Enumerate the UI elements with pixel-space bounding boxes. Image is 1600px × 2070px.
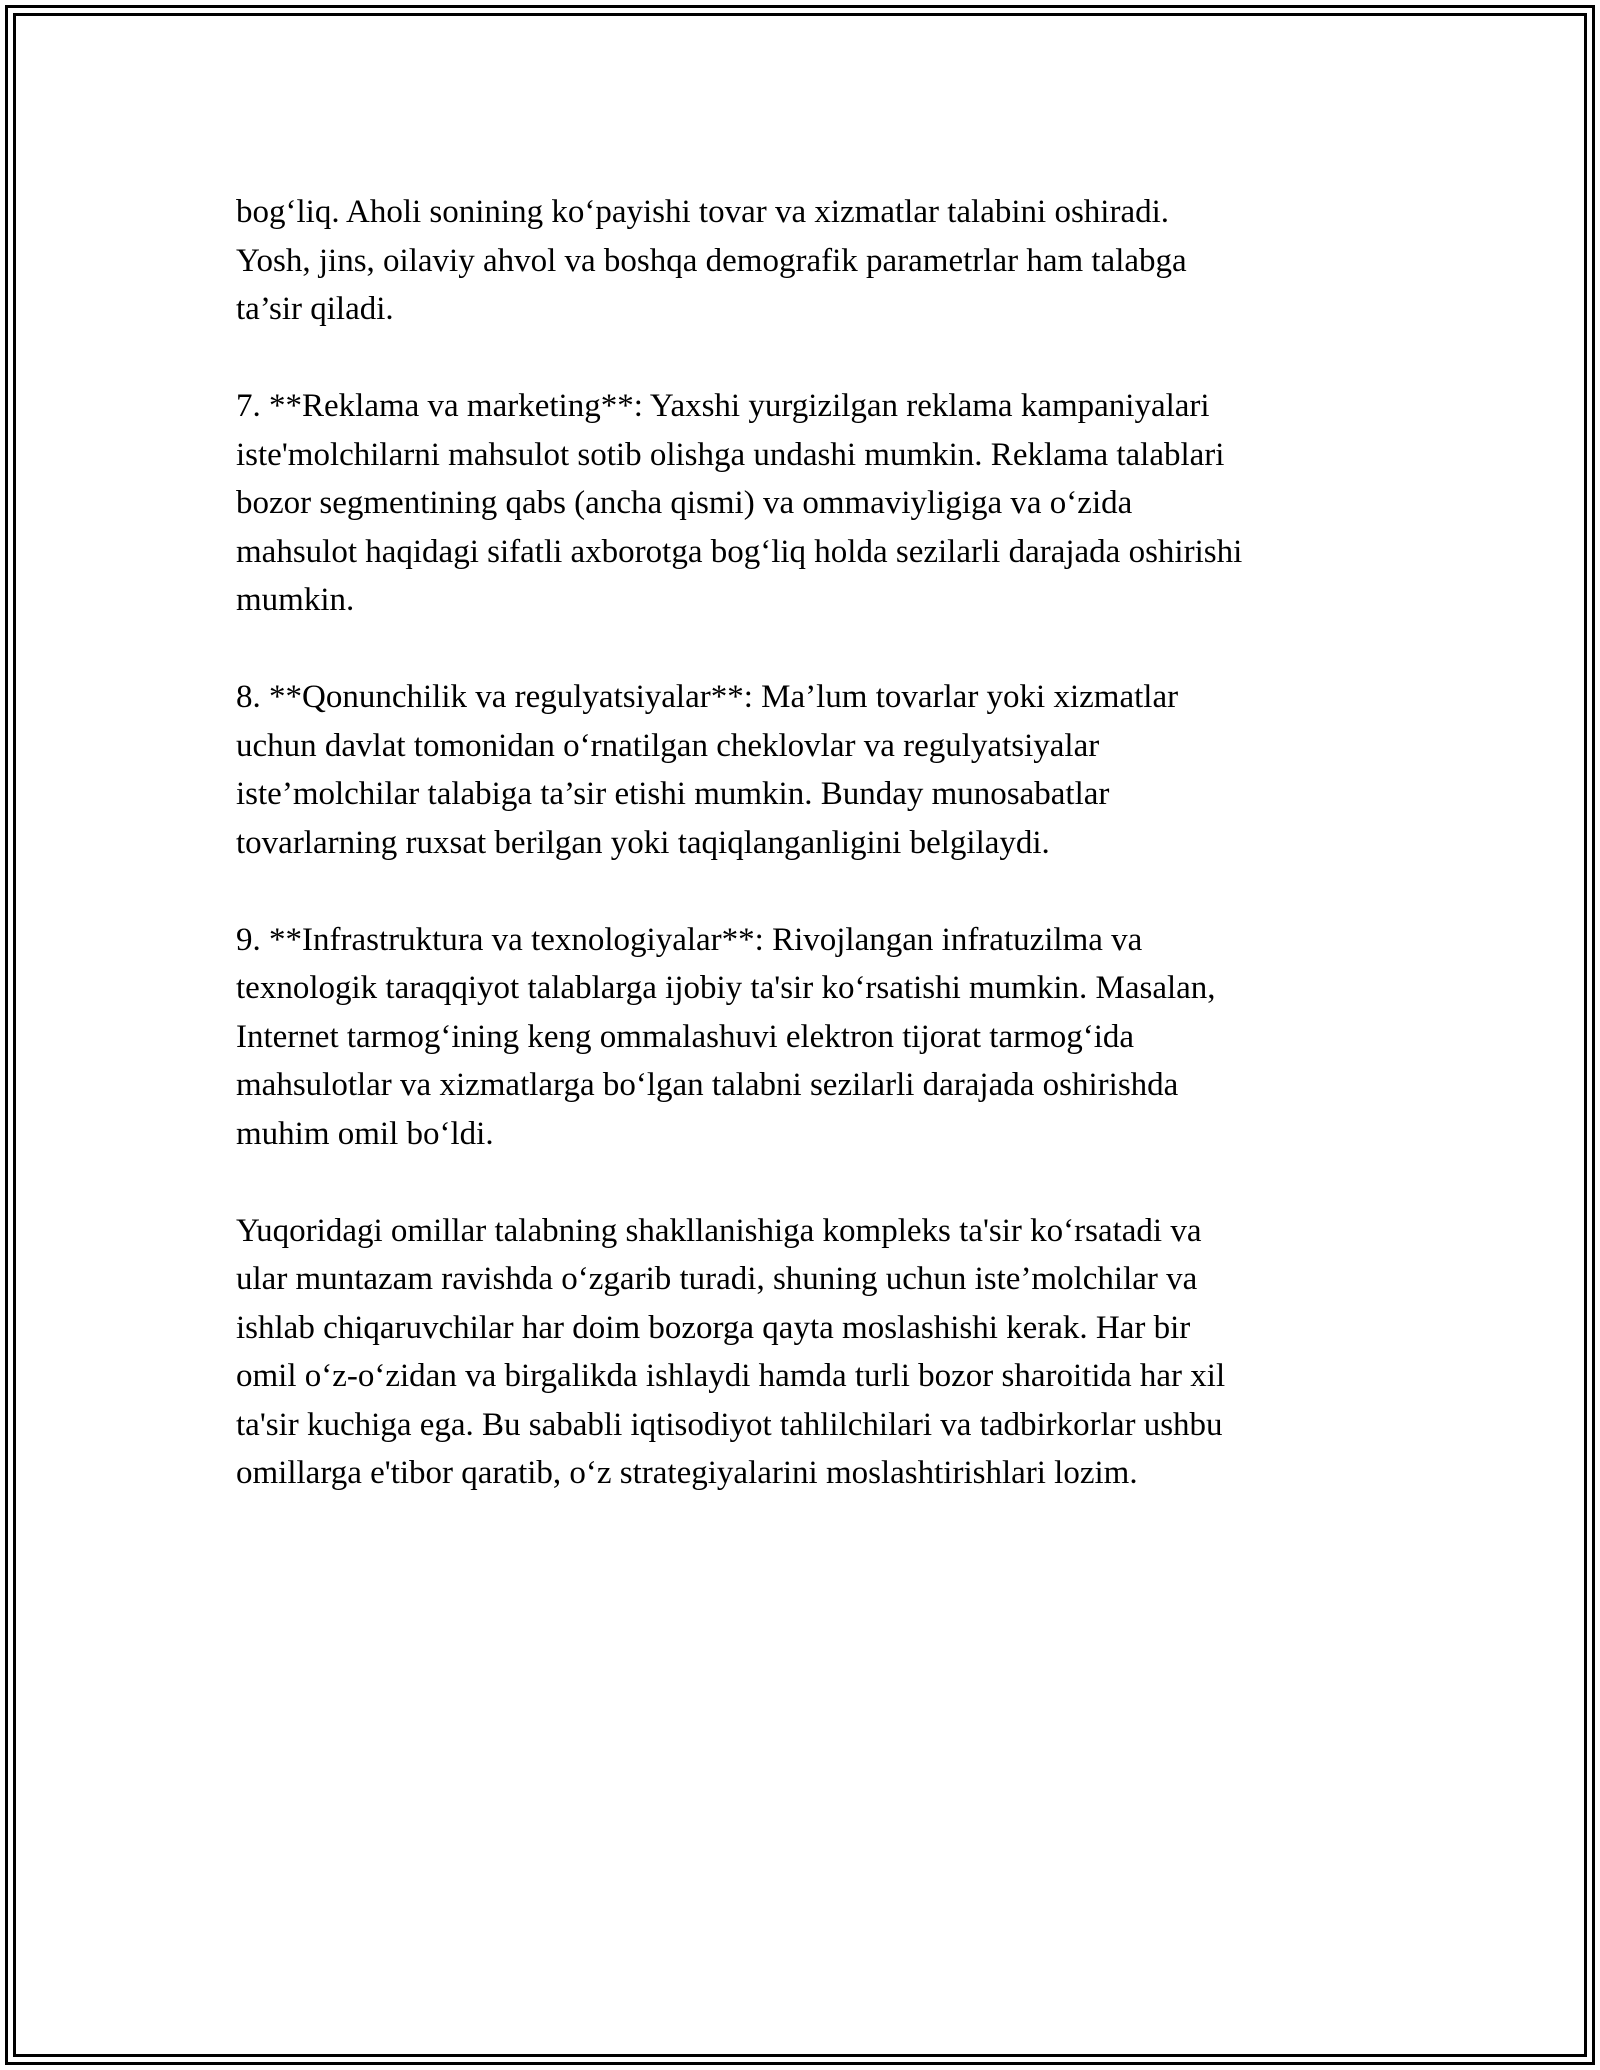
paragraph-item-9-infrastructure: [236, 916, 1376, 1159]
text-line: omillarga e'tibor qaratib, o‘z strategiyalarini moslashtirishlari lozim.: [236, 1455, 1138, 1491]
text-line: omil o‘z-o‘zidan va birgalikda ishlaydi hamda turli bozor sharoitida har xil: [236, 1358, 1226, 1394]
text-line: iste'molchilarni mahsulot sotib olishga undashi mumkin. Reklama talablari: [236, 436, 1225, 473]
text-line: tovarlarning ruxsat berilgan yoki taqiqlanganligini belgilaydi.: [236, 824, 1050, 861]
paragraph-demography-continuation: [236, 188, 1376, 334]
paragraph-conclusion: [236, 1207, 1376, 1498]
text-line: muhim omil bo‘ldi.: [236, 1115, 494, 1152]
text-line: 7. **Reklama va marketing**: Yaxshi yurgizilgan reklama kampaniyalari: [236, 388, 1210, 424]
document-body: [236, 188, 1376, 1546]
text-line: bozor segmentining qabs (ancha qismi) va ommaviyligiga va o‘zida: [236, 485, 1133, 521]
text-line: ular muntazam ravishda o‘zgarib turadi, shuning uchun iste’molchilar va: [236, 1261, 1198, 1297]
text-line: Yosh, jins, oilaviy ahvol va boshqa demografik parametrlar ham talabga: [236, 242, 1187, 279]
text-line: 8. **Qonunchilik va regulyatsiyalar**: Ma’lum tovarlar yoki xizmatlar: [236, 679, 1179, 715]
text-line: Yuqoridagi omillar talabning shakllanishiga kompleks ta'sir ko‘rsatadi va: [236, 1212, 1202, 1249]
text-line: 9. **Infrastruktura va texnologiyalar**: Rivojlangan infratuzilma va: [236, 921, 1143, 958]
text-line: ta'sir kuchiga ega. Bu sababli iqtisodiyot tahlilchilari va tadbirkorlar ushbu: [236, 1406, 1223, 1443]
text-line: ishlab chiqaruvchilar har doim bozorga qayta moslashishi kerak. Har bir: [236, 1309, 1191, 1346]
text-line: mahsulot haqidagi sifatli axborotga bog‘liq holda sezilarli darajada oshirishi: [236, 533, 1243, 570]
text-line: uchun davlat tomonidan o‘rnatilgan cheklovlar va regulyatsiyalar: [236, 727, 1100, 764]
text-line: mumkin.: [236, 582, 355, 618]
text-line: ta’sir qiladi.: [236, 291, 394, 327]
text-line: iste’molchilar talabiga ta’sir etishi mumkin. Bunday munosabatlar: [236, 776, 1110, 812]
paragraph-item-7-advertising: [236, 382, 1376, 625]
paragraph-item-8-legislation: [236, 673, 1376, 867]
text-line: Internet tarmog‘ining keng ommalashuvi elektron tijorat tarmog‘ida: [236, 1018, 1135, 1055]
text-line: mahsulotlar va xizmatlarga bo‘lgan talabni sezilarli darajada oshirishda: [236, 1067, 1179, 1103]
text-line: texnologik taraqqiyot talablarga ijobiy ta'sir ko‘rsatishi mumkin. Masalan,: [236, 970, 1216, 1006]
text-line: bog‘liq. Aholi sonining ko‘payishi tovar va xizmatlar talabini oshiradi.: [236, 194, 1170, 230]
